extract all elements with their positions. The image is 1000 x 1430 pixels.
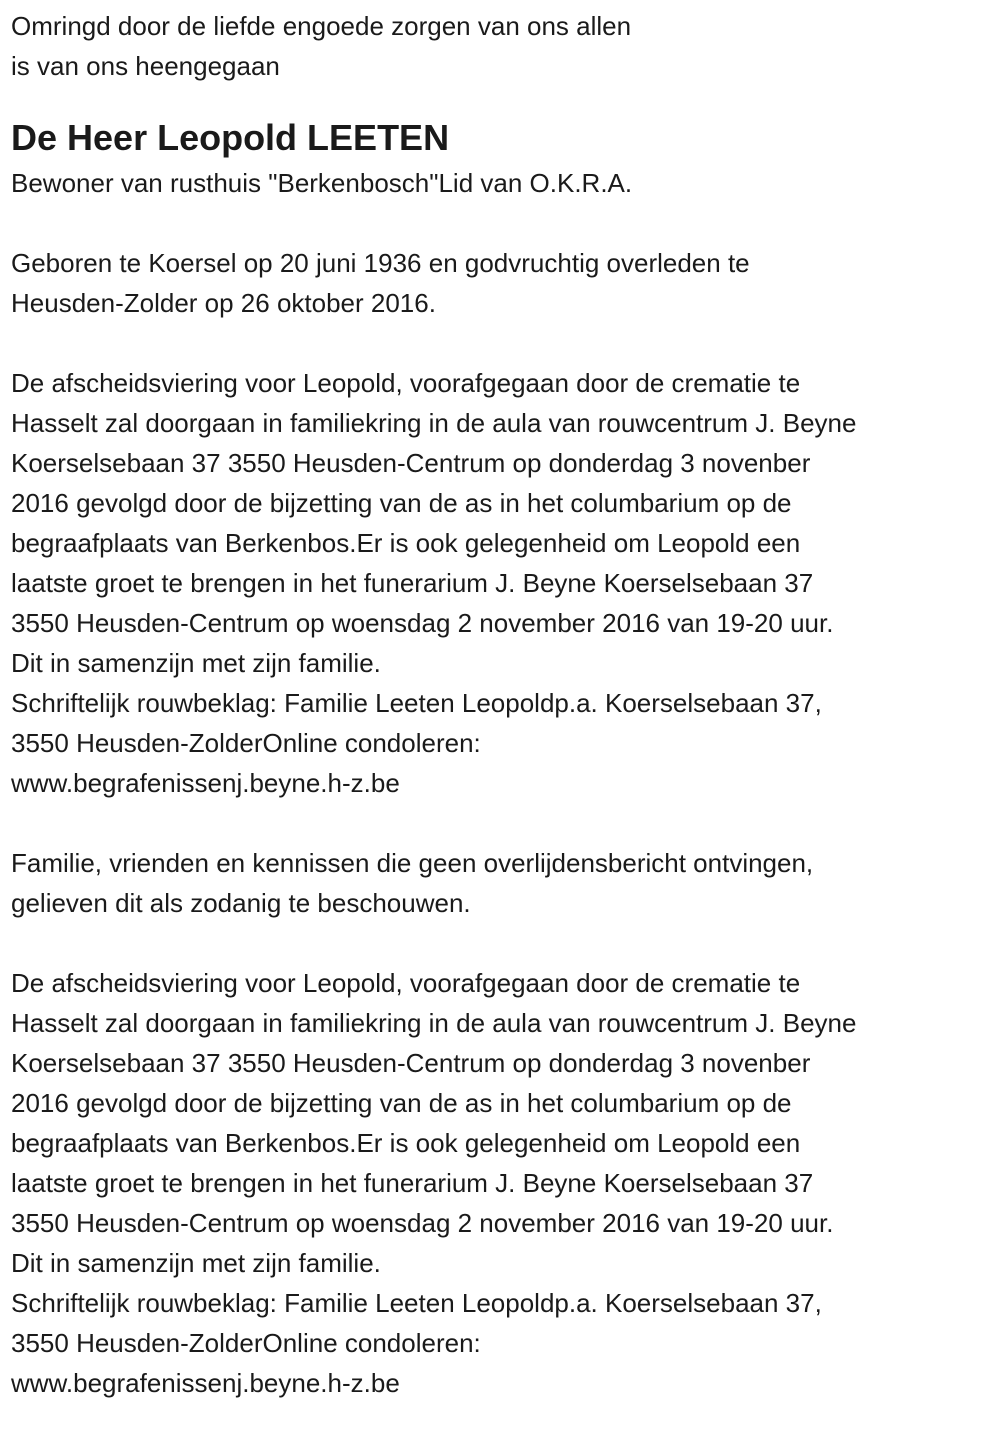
- ceremony-line: 3550 Heusden-ZolderOnline condoleren:: [11, 1328, 481, 1358]
- notice-line: gelieven dit als zodanig te beschouwen.: [11, 888, 471, 918]
- intro-line: is van ons heengegaan: [11, 51, 280, 81]
- obituary-document: [11, 6, 856, 1403]
- ceremony-line: Hasselt zal doorgaan in familiekring in de aula van rouwcentrum J. Beyne: [11, 408, 857, 438]
- intro-paragraph: [11, 6, 856, 86]
- ceremony-line: www.begrafenissenj.beyne.h-z.be: [11, 768, 400, 798]
- ceremony-line: www.begrafenissenj.beyne.h-z.be: [11, 1368, 400, 1398]
- ceremony-line: begraafplaats van Berkenbos.Er is ook gelegenheid om Leopold een: [11, 1128, 801, 1158]
- ceremony-paragraph-repeat: [11, 963, 856, 1403]
- ceremony-line: Dit in samenzijn met zijn familie.: [11, 648, 381, 678]
- ceremony-line: Schriftelijk rouwbeklag: Familie Leeten Leopoldp.a. Koerselsebaan 37,: [11, 688, 822, 718]
- ceremony-line: begraafplaats van Berkenbos.Er is ook gelegenheid om Leopold een: [11, 528, 801, 558]
- notice-line: Familie, vrienden en kennissen die geen overlijdensbericht ontvingen,: [11, 848, 814, 878]
- ceremony-line: 3550 Heusden-Centrum op woensdag 2 november 2016 van 19-20 uur.: [11, 608, 834, 638]
- deceased-name-title: De Heer Leopold LEETEN: [11, 117, 450, 158]
- ceremony-line: laatste groet te brengen in het funerarium J. Beyne Koerselsebaan 37: [11, 1168, 814, 1198]
- intro-line: Omringd door de liefde engoede zorgen van ons allen: [11, 11, 632, 41]
- ceremony-line: Koerselsebaan 37 3550 Heusden-Centrum op donderdag 3 novenber: [11, 448, 811, 478]
- ceremony-line: Hasselt zal doorgaan in familiekring in de aula van rouwcentrum J. Beyne: [11, 1008, 857, 1038]
- birth-line: Geboren te Koersel op 20 juni 1936 en godvruchtig overleden te: [11, 248, 750, 278]
- ceremony-paragraph: [11, 363, 856, 803]
- ceremony-line: 2016 gevolgd door de bijzetting van de as in het columbarium op de: [11, 488, 792, 518]
- ceremony-line: 3550 Heusden-ZolderOnline condoleren:: [11, 728, 481, 758]
- birth-line: Heusden-Zolder op 26 oktober 2016.: [11, 288, 436, 318]
- ceremony-line: laatste groet te brengen in het funerarium J. Beyne Koerselsebaan 37: [11, 568, 814, 598]
- ceremony-line: De afscheidsviering voor Leopold, voorafgegaan door de crematie te: [11, 368, 801, 398]
- notice-paragraph: [11, 843, 856, 923]
- birth-death-paragraph: [11, 243, 856, 323]
- subtitle: Bewoner van rusthuis "Berkenbosch"Lid van O.K.R.A.: [11, 168, 633, 198]
- ceremony-line: Schriftelijk rouwbeklag: Familie Leeten Leopoldp.a. Koerselsebaan 37,: [11, 1288, 822, 1318]
- ceremony-line: 2016 gevolgd door de bijzetting van de as in het columbarium op de: [11, 1088, 792, 1118]
- ceremony-line: De afscheidsviering voor Leopold, voorafgegaan door de crematie te: [11, 968, 801, 998]
- ceremony-line: Dit in samenzijn met zijn familie.: [11, 1248, 381, 1278]
- ceremony-line: Koerselsebaan 37 3550 Heusden-Centrum op donderdag 3 novenber: [11, 1048, 811, 1078]
- ceremony-line: 3550 Heusden-Centrum op woensdag 2 november 2016 van 19-20 uur.: [11, 1208, 834, 1238]
